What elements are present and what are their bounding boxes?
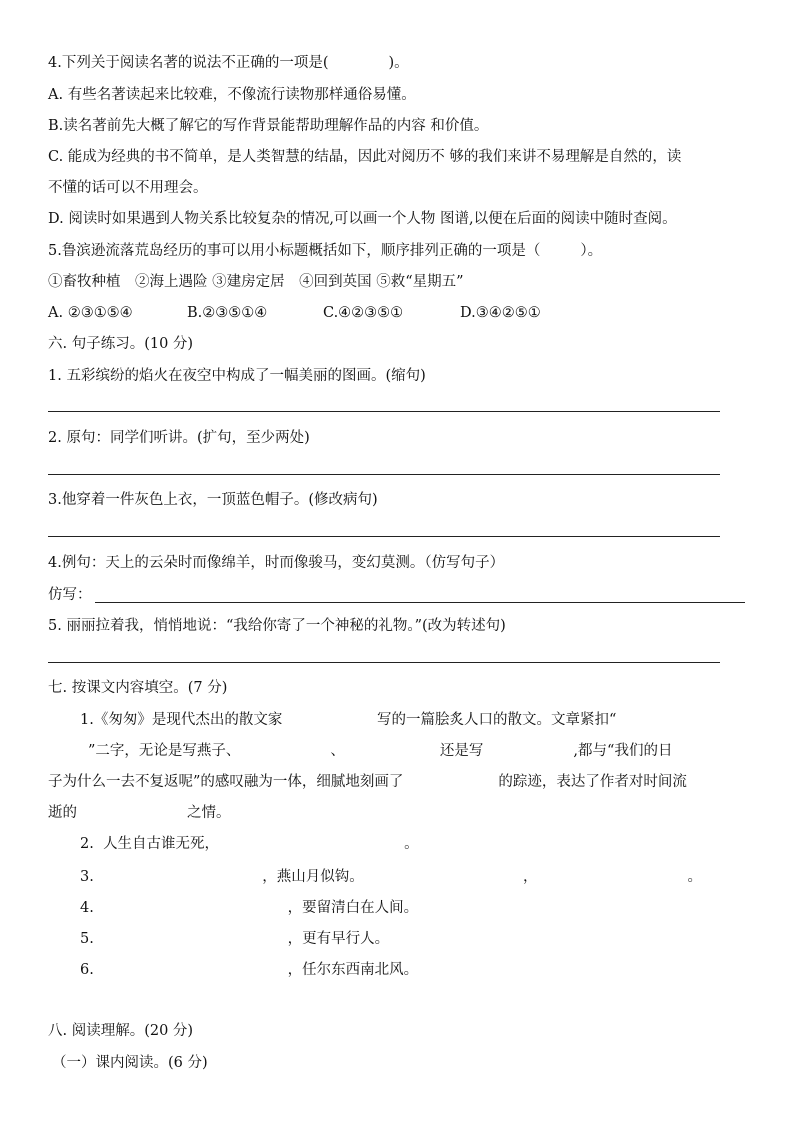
- fill-1-line2: ”二字，无论是写燕子、 、 还是写 ,都与“我们的日: [88, 743, 673, 759]
- imitation-label: 仿写：: [48, 587, 92, 603]
- q4-option-c-line2: 不懂的话可以不用理会。: [48, 180, 208, 196]
- fill-1-line1: 1.《匆匆》是现代杰出的散文家 写的一篇脍炙人口的散文。文章紧扣“: [80, 712, 617, 728]
- q4-stem: 4.下列关于阅读名著的说法不正确的一项是( )。: [48, 55, 409, 71]
- fill-4: 4. ，要留清白在人间。: [80, 900, 419, 916]
- fill-1-line4: 逝的 之情。: [48, 805, 231, 821]
- section-8-title: 八. 阅读理解。(20 分): [48, 1023, 194, 1039]
- q5-stem: 5.鲁滨逊流落荒岛经历的事可以用小标题概括如下，顺序排列正确的一项是（ ）。: [48, 243, 603, 259]
- fill-3: 3. ，燕山月似钩。 ， 。: [80, 869, 702, 885]
- sentence-4: 4.例句：天上的云朵时而像绵羊，时而像骏马，变幻莫测。（仿写句子）: [48, 555, 505, 571]
- fill-6: 6. ，任尔东西南北风。: [80, 962, 419, 978]
- section-7-title: 七. 按课文内容填空。(7 分): [48, 680, 228, 696]
- q5-items: ①畜牧种植 ②海上遇险 ③建房定居 ④回到英国 ⑤救“星期五”: [48, 274, 464, 290]
- section-6-title: 六. 句子练习。(10 分): [48, 336, 194, 352]
- q5-option-c: C.④②③⑤①: [323, 305, 404, 321]
- fill-1-line3: 子为什么一去不复返呢”的感叹融为一体，细腻地刻画了 的踪迹，表达了作者对时间流: [48, 774, 687, 790]
- fill-5: 5. ，更有早行人。: [80, 931, 390, 947]
- sentence-1: 1. 五彩缤纷的焰火在夜空中构成了一幅美丽的图画。(缩句): [48, 368, 426, 384]
- sentence-3: 3.他穿着一件灰色上衣，一顶蓝色帽子。(修改病句): [48, 492, 378, 508]
- q4-option-b: B.读名著前先大概了解它的写作背景能帮助理解作品的内容 和价值。: [48, 118, 489, 134]
- q5-option-a: A. ②③①⑤④: [48, 305, 133, 321]
- fill-2: 2. 人生自古谁无死， 。: [80, 836, 419, 852]
- answer-line-5[interactable]: [48, 662, 720, 663]
- answer-line-2[interactable]: [48, 474, 720, 475]
- q4-option-c-line1: C. 能成为经典的书不简单，是人类智慧的结晶，因此对阅历不 够的我们来讲不易理解是自然的，读: [48, 149, 682, 165]
- q4-option-a: A. 有些名著读起来比较难，不像流行读物那样通俗易懂。: [48, 87, 416, 103]
- answer-line-3[interactable]: [48, 536, 720, 537]
- q5-option-d: D.③④②⑤①: [460, 305, 541, 321]
- sentence-5: 5. 丽丽拉着我，悄悄地说：“我给你寄了一个神秘的礼物。”(改为转述句): [48, 618, 506, 634]
- answer-line-4[interactable]: [95, 602, 745, 603]
- section-8-subtitle: （一）课内阅读。(6 分): [52, 1055, 208, 1071]
- answer-line-1[interactable]: [48, 411, 720, 412]
- sentence-2: 2. 原句：同学们听讲。(扩句，至少两处): [48, 430, 310, 446]
- q4-option-d: D. 阅读时如果遇到人物关系比较复杂的情况,可以画一个人物 图谱,以便在后面的阅读中随时查阅。: [48, 211, 677, 227]
- q5-option-b: B.②③⑤①④: [187, 305, 268, 321]
